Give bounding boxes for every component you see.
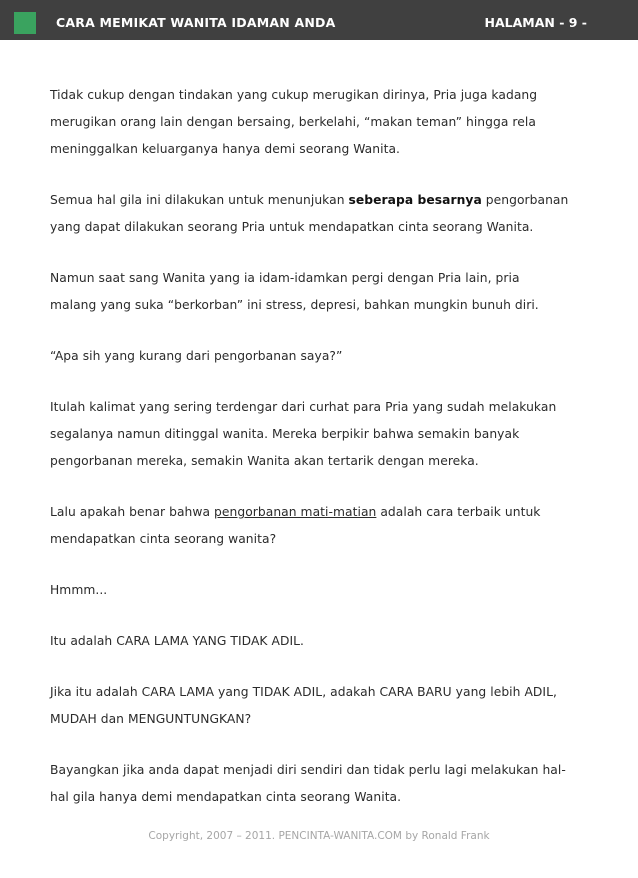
text-line: mendapatkan cinta seorang wanita? (50, 532, 277, 546)
page-body (50, 82, 600, 835)
text-line: malang yang suka “berkorban” ini stress, depresi, bahkan mungkin bunuh diri. (50, 298, 539, 312)
text-line: Jika itu adalah CARA LAMA yang TIDAK ADIL, adakah CARA BARU yang lebih ADIL, (50, 685, 557, 699)
text-line: yang dapat dilakukan seorang Pria untuk mendapatkan cinta seorang Wanita. (50, 220, 534, 234)
text-line: meninggalkan keluarganya hanya demi seorang Wanita. (50, 142, 400, 156)
text-line: Bayangkan jika anda dapat menjadi diri sendiri dan tidak perlu lagi melakukan hal- (50, 763, 566, 777)
text-run: Semua hal gila ini dilakukan untuk menunjukan (50, 193, 349, 207)
text-line (50, 187, 600, 214)
text-line: segalanya namun ditinggal wanita. Mereka berpikir bahwa semakin banyak (50, 427, 520, 441)
paragraph-7 (50, 577, 600, 604)
paragraph-1 (50, 82, 600, 163)
paragraph-10 (50, 757, 600, 811)
text-line: pengorbanan mereka, semakin Wanita akan tertarik dengan mereka. (50, 454, 479, 468)
document-title: CARA MEMIKAT WANITA IDAMAN ANDA (56, 15, 336, 30)
paragraph-2 (50, 187, 600, 241)
paragraph-4 (50, 343, 600, 370)
paragraph-8 (50, 628, 600, 655)
paragraph-6 (50, 499, 600, 553)
text-line: Tidak cukup dengan tindakan yang cukup merugikan dirinya, Pria juga kadang (50, 88, 538, 102)
page-header (0, 0, 638, 40)
emphasis-underline: pengorbanan mati-matian (214, 505, 377, 519)
text-line: Namun saat sang Wanita yang ia idam-idamkan pergi dengan Pria lain, pria (50, 271, 520, 285)
text-line: merugikan orang lain dengan bersaing, berkelahi, “makan teman” hingga rela (50, 115, 536, 129)
green-square-logo (14, 12, 36, 34)
text-line: Itulah kalimat yang sering terdengar dari curhat para Pria yang sudah melakukan (50, 400, 557, 414)
text-run: Lalu apakah benar bahwa (50, 505, 215, 519)
page-number: HALAMAN - 9 - (484, 15, 587, 30)
text-line (50, 499, 600, 526)
paragraph-5 (50, 394, 600, 475)
page-footer: Copyright, 2007 – 2011. PENCINTA-WANITA.COM by Ronald Frank (148, 830, 490, 842)
text-line: Itu adalah CARA LAMA YANG TIDAK ADIL. (50, 634, 305, 648)
text-line: Hmmm... (50, 583, 108, 597)
paragraph-3 (50, 265, 600, 319)
emphasis-bold: seberapa besarnya (348, 193, 482, 207)
text-run: pengorbanan (481, 193, 569, 207)
text-run: adalah cara terbaik untuk (376, 505, 541, 519)
text-line: hal gila hanya demi mendapatkan cinta seorang Wanita. (50, 790, 402, 804)
paragraph-9 (50, 679, 600, 733)
text-line: “Apa sih yang kurang dari pengorbanan saya?” (50, 349, 343, 363)
text-line: MUDAH dan MENGUNTUNGKAN? (50, 712, 252, 726)
